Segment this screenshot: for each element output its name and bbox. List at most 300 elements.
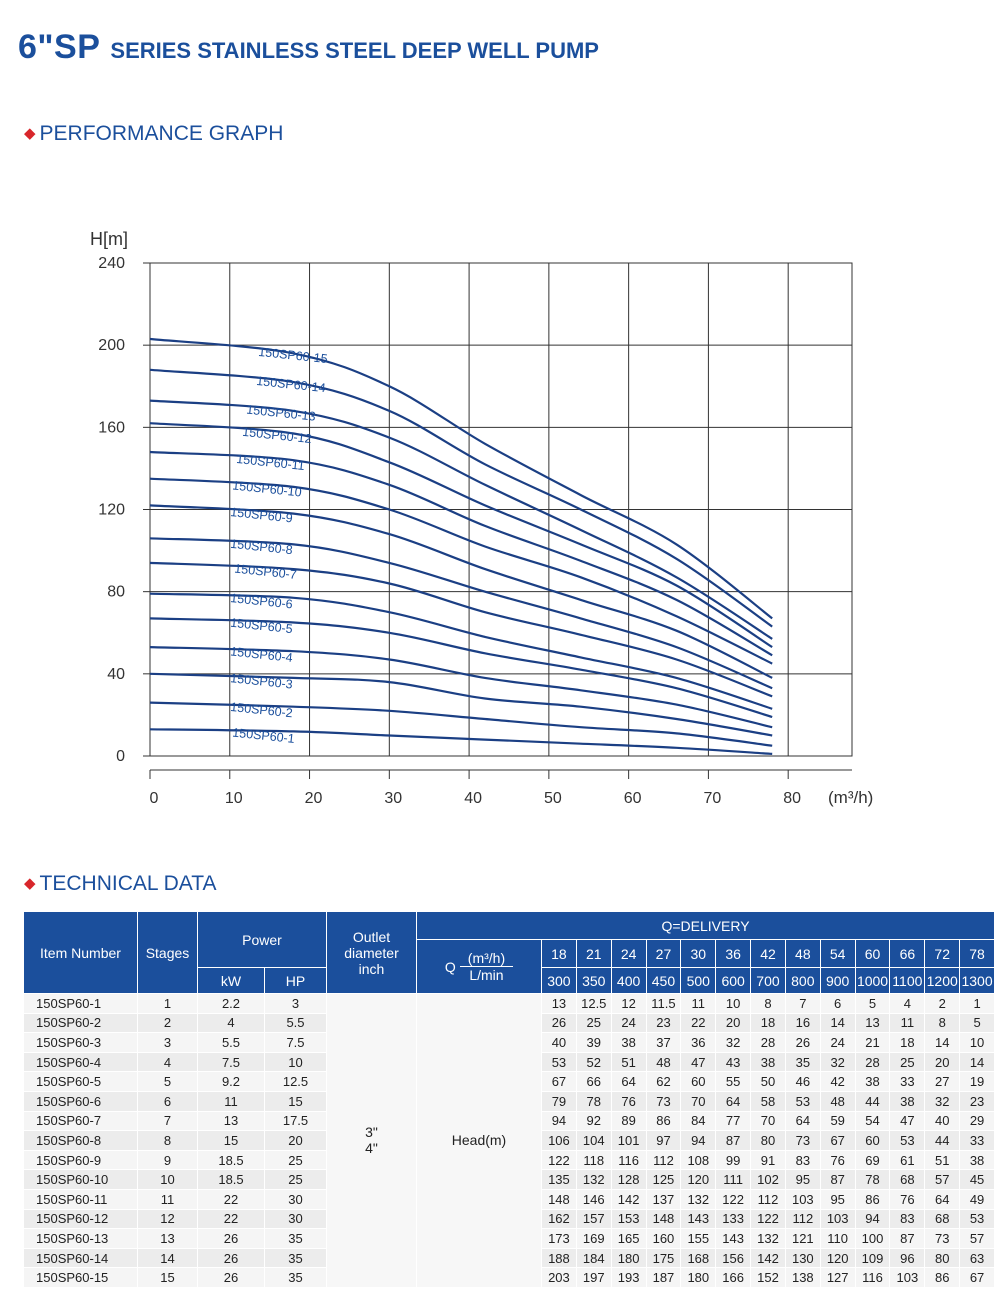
head-value-cell: 45 (960, 1170, 995, 1190)
series-label: 150SP60-2 (229, 699, 294, 721)
header-delivery: Q=DELIVERY (417, 912, 995, 940)
x-tick-label: 0 (149, 790, 159, 807)
hp-cell: 35 (265, 1268, 327, 1288)
series-label: 150SP60-11 (235, 451, 306, 474)
series-label: 150SP60-8 (229, 536, 294, 558)
kw-cell: 7.5 (198, 1052, 265, 1072)
head-value-cell: 187 (646, 1268, 681, 1288)
head-value-cell: 153 (611, 1209, 646, 1229)
head-value-cell: 95 (785, 1170, 820, 1190)
head-value-cell: 79 (542, 1091, 577, 1111)
head-value-cell: 64 (716, 1091, 751, 1111)
head-value-cell: 12.5 (576, 994, 611, 1014)
stages-cell: 2 (138, 1013, 198, 1033)
head-value-cell: 96 (890, 1248, 925, 1268)
head-value-cell: 137 (646, 1189, 681, 1209)
head-value-cell: 48 (646, 1052, 681, 1072)
head-value-cell: 49 (960, 1189, 995, 1209)
section-technical-label: TECHNICAL DATA (39, 872, 217, 895)
head-value-cell: 11.5 (646, 994, 681, 1014)
head-value-cell: 120 (681, 1170, 716, 1190)
header-q-unit-top: (m³/h) (460, 950, 513, 967)
head-value-cell: 102 (751, 1170, 786, 1190)
flow-m3h-cell: 72 (925, 940, 960, 968)
kw-cell: 15 (198, 1131, 265, 1151)
head-value-cell: 57 (925, 1170, 960, 1190)
kw-cell: 18.5 (198, 1150, 265, 1170)
flow-lmin-cell: 600 (716, 968, 751, 994)
stages-cell: 13 (138, 1229, 198, 1249)
item-number-cell: 150SP60-8 (24, 1131, 138, 1151)
head-value-cell: 53 (890, 1131, 925, 1151)
flow-lmin-cell: 450 (646, 968, 681, 994)
section-performance-label: PERFORMANCE GRAPH (39, 122, 284, 145)
hp-cell: 30 (265, 1189, 327, 1209)
item-number-cell: 150SP60-6 (24, 1091, 138, 1111)
flow-m3h-cell: 21 (576, 940, 611, 968)
head-value-cell: 7 (785, 994, 820, 1014)
head-value-cell: 62 (646, 1072, 681, 1092)
series-label: 150SP60-3 (229, 671, 294, 692)
head-value-cell: 77 (716, 1111, 751, 1131)
head-label-cell: Head(m) (417, 994, 542, 1288)
head-value-cell: 135 (542, 1170, 577, 1190)
hp-cell: 25 (265, 1170, 327, 1190)
head-value-cell: 76 (890, 1189, 925, 1209)
head-value-cell: 23 (646, 1013, 681, 1033)
hp-cell: 25 (265, 1150, 327, 1170)
head-value-cell: 64 (611, 1072, 646, 1092)
page-title (18, 28, 599, 67)
head-value-cell: 4 (890, 994, 925, 1014)
head-value-cell: 95 (820, 1189, 855, 1209)
head-value-cell: 38 (611, 1033, 646, 1053)
head-value-cell: 78 (576, 1091, 611, 1111)
head-value-cell: 122 (751, 1209, 786, 1229)
head-value-cell: 19 (960, 1072, 995, 1092)
stages-cell: 5 (138, 1072, 198, 1092)
head-value-cell: 28 (855, 1052, 890, 1072)
hp-cell: 3 (265, 994, 327, 1014)
head-value-cell: 83 (890, 1209, 925, 1229)
head-value-cell: 148 (542, 1189, 577, 1209)
head-value-cell: 60 (855, 1131, 890, 1151)
head-value-cell: 36 (681, 1033, 716, 1053)
flow-lmin-cell: 300 (542, 968, 577, 994)
y-tick-label: 80 (107, 583, 125, 601)
stages-cell: 15 (138, 1268, 198, 1288)
flow-lmin-cell: 1000 (855, 968, 890, 994)
flow-m3h-cell: 27 (646, 940, 681, 968)
head-value-cell: 14 (960, 1052, 995, 1072)
head-value-cell: 53 (785, 1091, 820, 1111)
head-value-cell: 99 (716, 1150, 751, 1170)
head-value-cell: 125 (646, 1170, 681, 1190)
head-value-cell: 16 (785, 1013, 820, 1033)
head-value-cell: 73 (925, 1229, 960, 1249)
item-number-cell: 150SP60-11 (24, 1189, 138, 1209)
head-value-cell: 122 (542, 1150, 577, 1170)
head-value-cell: 18 (890, 1033, 925, 1053)
header-q-unit-bottom: L/min (469, 967, 504, 983)
head-value-cell: 106 (542, 1131, 577, 1151)
hp-cell: 15 (265, 1091, 327, 1111)
head-value-cell: 38 (855, 1072, 890, 1092)
series-label: 150SP60-12 (241, 424, 313, 447)
head-value-cell: 73 (646, 1091, 681, 1111)
flow-lmin-cell: 500 (681, 968, 716, 994)
head-value-cell: 76 (611, 1091, 646, 1111)
head-value-cell: 166 (716, 1268, 751, 1288)
y-tick-label: 240 (98, 255, 125, 272)
series-label: 150SP60-13 (245, 402, 317, 424)
stages-cell: 3 (138, 1033, 198, 1053)
head-value-cell: 156 (716, 1248, 751, 1268)
head-value-cell: 8 (925, 1013, 960, 1033)
stages-cell: 1 (138, 994, 198, 1014)
x-tick-label: 20 (304, 790, 323, 807)
technical-data-table (23, 911, 995, 1288)
header-power: Power (198, 912, 327, 968)
x-tick-label: 30 (384, 790, 403, 807)
diamond-bullet-icon: ◆ (24, 125, 36, 142)
series-label: 150SP60-10 (231, 478, 303, 500)
series-label: 150SP60-5 (229, 615, 294, 637)
series-label: 150SP60-14 (255, 373, 327, 396)
head-value-cell: 59 (820, 1111, 855, 1131)
head-value-cell: 47 (890, 1111, 925, 1131)
head-value-cell: 57 (960, 1229, 995, 1249)
head-value-cell: 103 (785, 1189, 820, 1209)
head-value-cell: 184 (576, 1248, 611, 1268)
flow-m3h-cell: 18 (542, 940, 577, 968)
series-label: 150SP60-9 (229, 505, 294, 526)
kw-cell: 5.5 (198, 1033, 265, 1053)
y-tick-label: 120 (98, 501, 125, 519)
table-row (24, 994, 995, 1014)
head-value-cell: 13 (855, 1013, 890, 1033)
head-value-cell: 24 (611, 1013, 646, 1033)
head-value-cell: 132 (681, 1189, 716, 1209)
head-value-cell: 47 (681, 1052, 716, 1072)
head-value-cell: 1 (960, 994, 995, 1014)
head-value-cell: 32 (716, 1033, 751, 1053)
stages-cell: 9 (138, 1150, 198, 1170)
head-value-cell: 11 (681, 994, 716, 1014)
head-value-cell: 148 (646, 1209, 681, 1229)
model-name: 6"SP (18, 28, 101, 66)
head-value-cell: 130 (785, 1248, 820, 1268)
x-tick-label: 50 (543, 790, 562, 807)
head-value-cell: 116 (855, 1268, 890, 1288)
stages-cell: 7 (138, 1111, 198, 1131)
head-value-cell: 197 (576, 1268, 611, 1288)
head-value-cell: 68 (890, 1170, 925, 1190)
head-value-cell: 83 (785, 1150, 820, 1170)
head-value-cell: 173 (542, 1229, 577, 1249)
head-value-cell: 86 (925, 1268, 960, 1288)
head-value-cell: 92 (576, 1111, 611, 1131)
head-value-cell: 38 (960, 1150, 995, 1170)
head-value-cell: 168 (681, 1248, 716, 1268)
head-value-cell: 112 (751, 1189, 786, 1209)
head-value-cell: 20 (925, 1052, 960, 1072)
head-value-cell: 2 (925, 994, 960, 1014)
head-value-cell: 60 (681, 1072, 716, 1092)
flow-lmin-cell: 700 (751, 968, 786, 994)
kw-cell: 13 (198, 1111, 265, 1131)
head-value-cell: 50 (751, 1072, 786, 1092)
head-value-cell: 32 (820, 1052, 855, 1072)
head-value-cell: 70 (751, 1111, 786, 1131)
head-value-cell: 108 (681, 1150, 716, 1170)
head-value-cell: 25 (576, 1013, 611, 1033)
section-performance (24, 122, 283, 146)
hp-cell: 7.5 (265, 1033, 327, 1053)
head-value-cell: 53 (960, 1209, 995, 1229)
head-value-cell: 116 (611, 1150, 646, 1170)
outlet-value-1: 3" (365, 1124, 378, 1141)
flow-m3h-cell: 36 (716, 940, 751, 968)
head-value-cell: 104 (576, 1131, 611, 1151)
header-hp: HP (265, 968, 327, 994)
head-value-cell: 40 (925, 1111, 960, 1131)
head-value-cell: 118 (576, 1150, 611, 1170)
head-value-cell: 28 (751, 1033, 786, 1053)
header-outlet-label: Outlet diameter inch (344, 928, 399, 977)
item-number-cell: 150SP60-14 (24, 1248, 138, 1268)
head-value-cell: 143 (681, 1209, 716, 1229)
head-value-cell: 54 (855, 1111, 890, 1131)
series-label: 150SP60-15 (257, 344, 329, 367)
head-value-cell: 157 (576, 1209, 611, 1229)
head-value-cell: 37 (646, 1033, 681, 1053)
head-value-cell: 86 (646, 1111, 681, 1131)
flow-m3h-cell: 60 (855, 940, 890, 968)
head-value-cell: 67 (542, 1072, 577, 1092)
flow-lmin-cell: 900 (820, 968, 855, 994)
hp-cell: 35 (265, 1248, 327, 1268)
head-value-cell: 39 (576, 1033, 611, 1053)
head-value-cell: 67 (960, 1268, 995, 1288)
performance-chart (0, 215, 1006, 815)
head-value-cell: 91 (751, 1150, 786, 1170)
x-tick-label: 60 (623, 790, 642, 807)
head-value-cell: 111 (716, 1170, 751, 1190)
head-value-cell: 67 (820, 1131, 855, 1151)
head-value-cell: 87 (890, 1229, 925, 1249)
head-value-cell: 21 (855, 1033, 890, 1053)
item-number-cell: 150SP60-1 (24, 994, 138, 1014)
head-value-cell: 66 (576, 1072, 611, 1092)
head-value-cell: 27 (925, 1072, 960, 1092)
y-tick-label: 40 (107, 665, 125, 683)
head-value-cell: 84 (681, 1111, 716, 1131)
kw-cell: 22 (198, 1189, 265, 1209)
series-title: SERIES STAINLESS STEEL DEEP WELL PUMP (110, 38, 599, 63)
head-value-cell: 138 (785, 1268, 820, 1288)
head-value-cell: 97 (646, 1131, 681, 1151)
head-value-cell: 24 (820, 1033, 855, 1053)
head-value-cell: 132 (751, 1229, 786, 1249)
head-value-cell: 152 (751, 1268, 786, 1288)
stages-cell: 6 (138, 1091, 198, 1111)
head-value-cell: 180 (681, 1268, 716, 1288)
head-value-cell: 5 (855, 994, 890, 1014)
head-value-cell: 51 (925, 1150, 960, 1170)
head-value-cell: 6 (820, 994, 855, 1014)
head-value-cell: 46 (785, 1072, 820, 1092)
hp-cell: 5.5 (265, 1013, 327, 1033)
head-value-cell: 132 (576, 1170, 611, 1190)
head-value-cell: 112 (785, 1209, 820, 1229)
head-value-cell: 142 (611, 1189, 646, 1209)
stages-cell: 11 (138, 1189, 198, 1209)
head-value-cell: 14 (820, 1013, 855, 1033)
kw-cell: 26 (198, 1268, 265, 1288)
head-value-cell: 76 (820, 1150, 855, 1170)
head-value-cell: 87 (716, 1131, 751, 1151)
head-value-cell: 52 (576, 1052, 611, 1072)
flow-m3h-cell: 42 (751, 940, 786, 968)
flow-m3h-cell: 78 (960, 940, 995, 968)
flow-lmin-cell: 800 (785, 968, 820, 994)
head-value-cell: 44 (925, 1131, 960, 1151)
head-value-cell: 43 (716, 1052, 751, 1072)
kw-cell: 11 (198, 1091, 265, 1111)
head-value-cell: 162 (542, 1209, 577, 1229)
flow-m3h-cell: 54 (820, 940, 855, 968)
stages-cell: 14 (138, 1248, 198, 1268)
head-value-cell: 133 (716, 1209, 751, 1229)
head-value-cell: 78 (855, 1170, 890, 1190)
head-value-cell: 12 (611, 994, 646, 1014)
item-number-cell: 150SP60-3 (24, 1033, 138, 1053)
stages-cell: 4 (138, 1052, 198, 1072)
head-value-cell: 110 (820, 1229, 855, 1249)
head-value-cell: 8 (751, 994, 786, 1014)
outlet-value-2: 4" (365, 1140, 378, 1157)
head-value-cell: 120 (820, 1248, 855, 1268)
head-value-cell: 101 (611, 1131, 646, 1151)
head-value-cell: 33 (960, 1131, 995, 1151)
kw-cell: 4 (198, 1013, 265, 1033)
head-value-cell: 42 (820, 1072, 855, 1092)
flow-lmin-cell: 1100 (890, 968, 925, 994)
head-value-cell: 33 (890, 1072, 925, 1092)
head-value-cell: 64 (925, 1189, 960, 1209)
series-label: 150SP60-4 (229, 644, 294, 665)
item-number-cell: 150SP60-2 (24, 1013, 138, 1033)
item-number-cell: 150SP60-12 (24, 1209, 138, 1229)
head-value-cell: 70 (681, 1091, 716, 1111)
head-value-cell: 142 (751, 1248, 786, 1268)
x-tick-label: 10 (224, 790, 243, 807)
head-value-cell: 127 (820, 1268, 855, 1288)
y-tick-label: 160 (98, 419, 125, 437)
head-value-cell: 128 (611, 1170, 646, 1190)
series-label: 150SP60-7 (233, 561, 298, 583)
head-value-cell: 193 (611, 1268, 646, 1288)
item-number-cell: 150SP60-13 (24, 1229, 138, 1249)
head-value-cell: 73 (785, 1131, 820, 1151)
head-value-cell: 5 (960, 1013, 995, 1033)
hp-cell: 10 (265, 1052, 327, 1072)
item-number-cell: 150SP60-5 (24, 1072, 138, 1092)
head-value-cell: 26 (785, 1033, 820, 1053)
series-label: 150SP60-6 (229, 591, 294, 612)
kw-cell: 2.2 (198, 994, 265, 1014)
head-value-cell: 29 (960, 1111, 995, 1131)
x-axis-label: (m³/h) (828, 788, 874, 807)
head-value-cell: 32 (925, 1091, 960, 1111)
head-value-cell: 160 (646, 1229, 681, 1249)
head-value-cell: 112 (646, 1150, 681, 1170)
head-value-cell: 20 (716, 1013, 751, 1033)
flow-m3h-cell: 30 (681, 940, 716, 968)
head-value-cell: 94 (855, 1209, 890, 1229)
kw-cell: 22 (198, 1209, 265, 1229)
head-value-cell: 40 (542, 1033, 577, 1053)
head-value-cell: 38 (890, 1091, 925, 1111)
head-value-cell: 44 (855, 1091, 890, 1111)
kw-cell: 9.2 (198, 1072, 265, 1092)
head-value-cell: 146 (576, 1189, 611, 1209)
header-outlet (327, 912, 417, 994)
head-value-cell: 89 (611, 1111, 646, 1131)
head-value-cell: 203 (542, 1268, 577, 1288)
head-value-cell: 100 (855, 1229, 890, 1249)
header-kw: kW (198, 968, 265, 994)
header-stages: Stages (138, 912, 198, 994)
outlet-diameter-cell (327, 994, 417, 1288)
header-item-number: Item Number (24, 912, 138, 994)
head-value-cell: 87 (820, 1170, 855, 1190)
head-value-cell: 180 (611, 1248, 646, 1268)
head-value-cell: 94 (681, 1131, 716, 1151)
x-tick-label: 80 (783, 790, 802, 807)
item-number-cell: 150SP60-9 (24, 1150, 138, 1170)
section-technical (24, 872, 217, 896)
x-tick-label: 70 (703, 790, 722, 807)
head-value-cell: 13 (542, 994, 577, 1014)
head-value-cell: 18 (751, 1013, 786, 1033)
series-line (150, 370, 772, 627)
head-value-cell: 122 (716, 1189, 751, 1209)
head-value-cell: 61 (890, 1150, 925, 1170)
hp-cell: 35 (265, 1229, 327, 1249)
head-value-cell: 143 (716, 1229, 751, 1249)
head-value-cell: 23 (960, 1091, 995, 1111)
head-value-cell: 53 (542, 1052, 577, 1072)
head-value-cell: 10 (960, 1033, 995, 1053)
item-number-cell: 150SP60-4 (24, 1052, 138, 1072)
series-label: 150SP60-1 (231, 725, 296, 746)
header-q-units (417, 940, 542, 994)
head-value-cell: 94 (542, 1111, 577, 1131)
kw-cell: 26 (198, 1248, 265, 1268)
flow-lmin-cell: 1300 (960, 968, 995, 994)
stages-cell: 10 (138, 1170, 198, 1190)
flow-lmin-cell: 400 (611, 968, 646, 994)
item-number-cell: 150SP60-7 (24, 1111, 138, 1131)
head-value-cell: 165 (611, 1229, 646, 1249)
head-value-cell: 14 (925, 1033, 960, 1053)
head-value-cell: 58 (751, 1091, 786, 1111)
head-value-cell: 103 (890, 1268, 925, 1288)
head-value-cell: 51 (611, 1052, 646, 1072)
y-axis-label: H[m] (90, 229, 128, 249)
